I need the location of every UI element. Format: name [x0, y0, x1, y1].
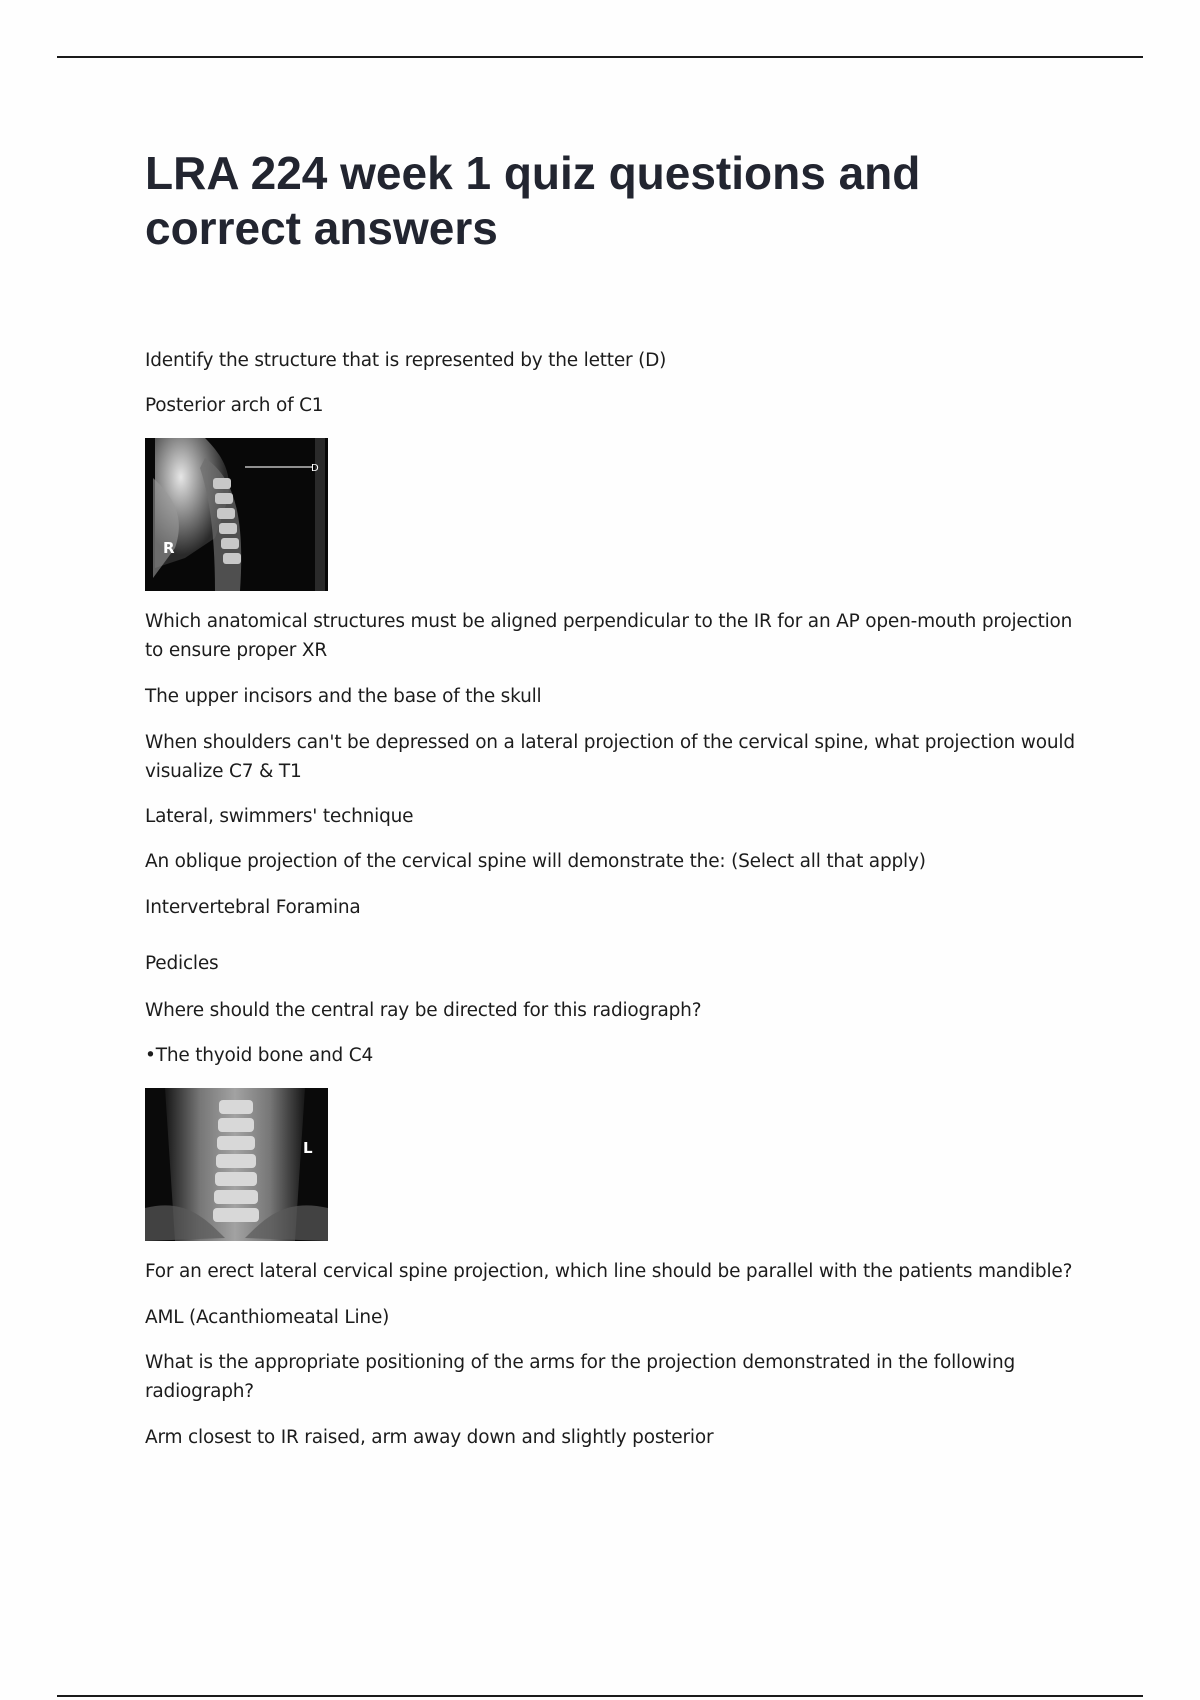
- answer-2: The upper incisors and the base of the skull: [145, 686, 542, 707]
- answer-7: Arm closest to IR raised, arm away down and slightly posterior: [145, 1427, 714, 1448]
- question-1: Identify the structure that is represented by the letter (D): [145, 350, 667, 371]
- document-title: LRA 224 week 1 quiz questions and correct answers: [145, 147, 921, 254]
- answer-4a: Intervertebral Foramina: [145, 897, 361, 918]
- answer-6: AML (Acanthiomeatal Line): [145, 1307, 390, 1328]
- footer-rule: [57, 1695, 1143, 1697]
- answer-5: •The thyoid bone and C4: [145, 1045, 374, 1066]
- ap-cervical-radiograph: [145, 1088, 328, 1241]
- radiograph-side-marker-r: R: [163, 539, 175, 557]
- radiograph-marker-d: D: [311, 463, 319, 474]
- question-7: What is the appropriate positioning of the arms for the projection demonstrated in the following radiograph?: [145, 1352, 1016, 1402]
- lateral-cervical-radiograph: [145, 438, 328, 591]
- answer-1: Posterior arch of C1: [145, 395, 324, 416]
- radiograph-side-marker-l: L: [303, 1139, 313, 1157]
- answer-3: Lateral, swimmers' technique: [145, 806, 414, 827]
- answer-4b: Pedicles: [145, 953, 219, 974]
- question-4: An oblique projection of the cervical spine will demonstrate the: (Select all that apply): [145, 851, 926, 872]
- question-5: Where should the central ray be directed for this radiograph?: [145, 1000, 702, 1021]
- question-6: For an erect lateral cervical spine projection, which line should be parallel with the patients mandible?: [145, 1261, 1073, 1282]
- question-3: When shoulders can't be depressed on a lateral projection of the cervical spine, what projection would visualize C7 & T1: [145, 732, 1075, 782]
- question-2: Which anatomical structures must be aligned perpendicular to the IR for an AP open-mouth projection to ensure proper XR: [145, 611, 1073, 661]
- header-rule: [57, 56, 1143, 58]
